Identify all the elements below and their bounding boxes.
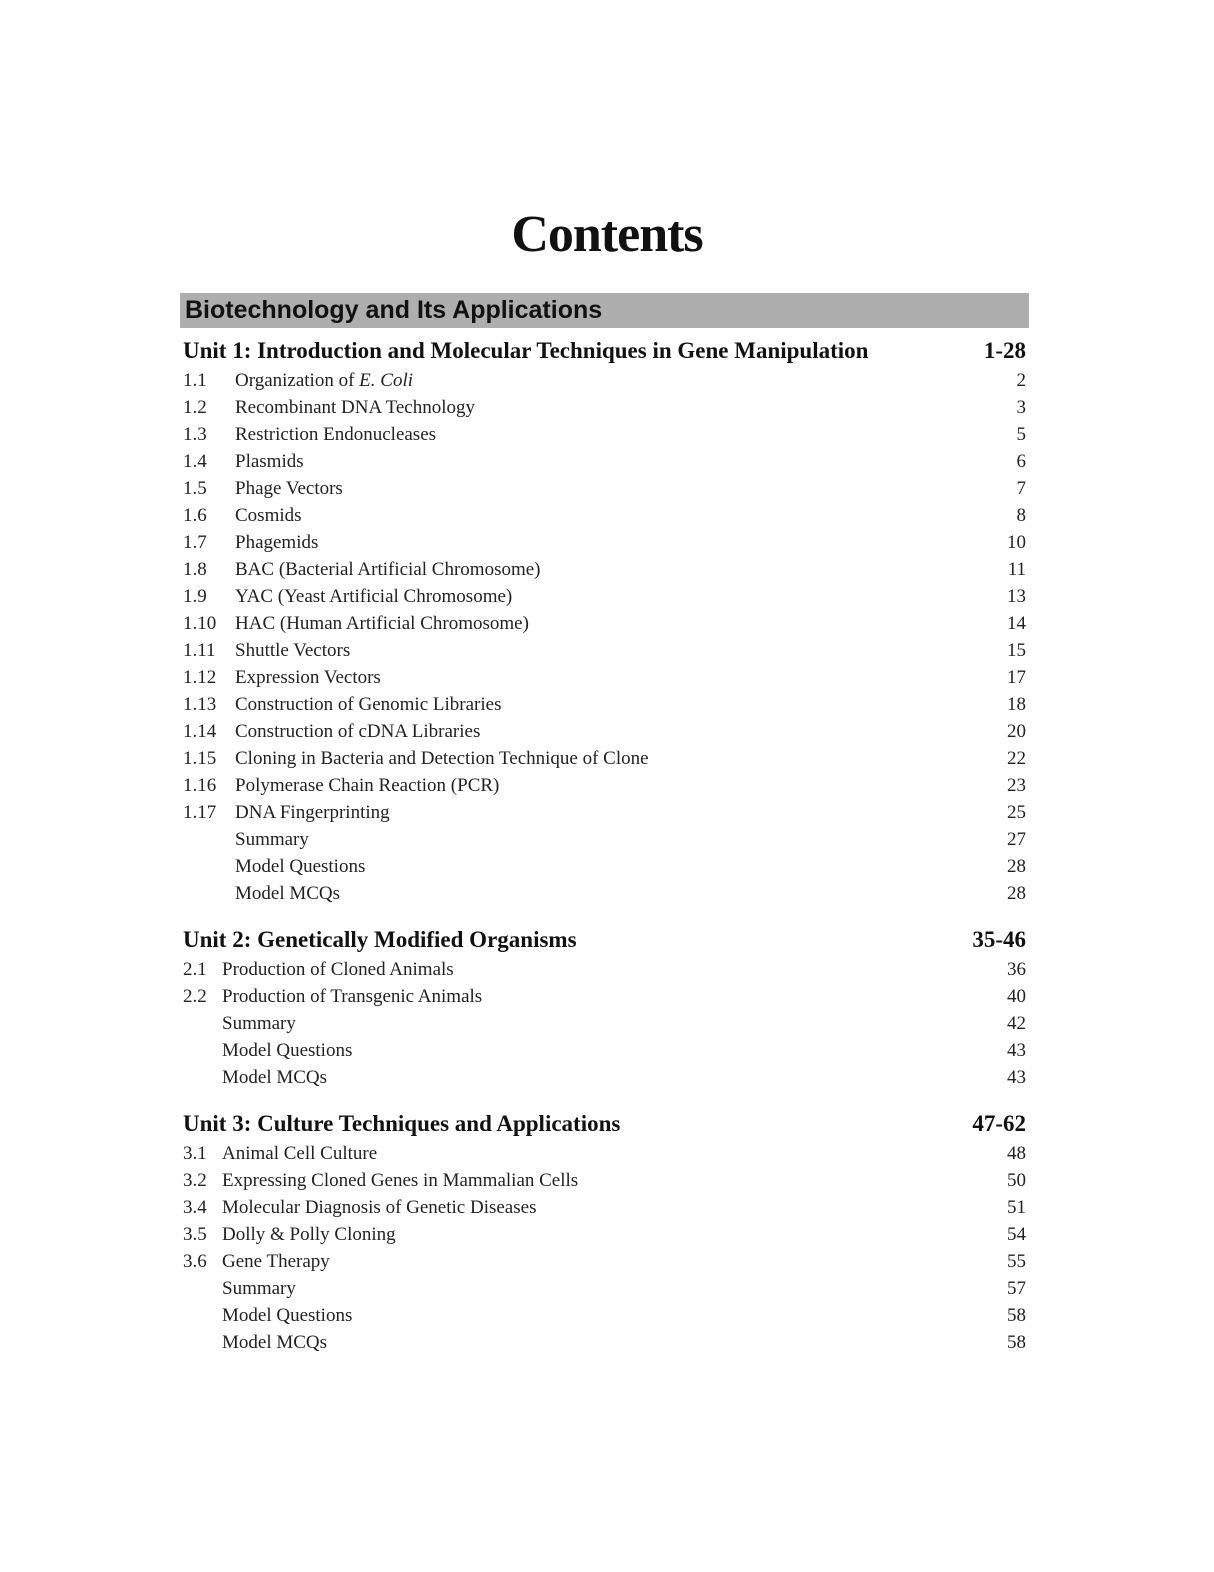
- entry-number: 3.4: [183, 1197, 207, 1218]
- entry-title: [222, 1037, 1007, 1064]
- toc-entry: [183, 1010, 1026, 1037]
- entry-number: 3.1: [183, 1143, 207, 1164]
- entry-title: [235, 853, 1007, 880]
- entry-title: [235, 394, 1017, 421]
- entry-page: 28: [1007, 856, 1026, 877]
- entry-number: 1.1: [183, 370, 207, 391]
- toc-entry: [183, 1329, 1026, 1356]
- entry-number: 1.10: [183, 613, 217, 634]
- entry-title: [222, 1064, 1007, 1091]
- entry-number: 3.2: [183, 1170, 207, 1191]
- entry-title-text: DNA Fingerprinting: [235, 802, 390, 823]
- toc-entry: [183, 610, 1026, 637]
- entry-page: 27: [1007, 829, 1026, 850]
- entry-title: [235, 475, 1017, 502]
- entry-number: 2.1: [183, 959, 207, 980]
- entry-page: 57: [1007, 1278, 1026, 1299]
- toc-entry: [183, 448, 1026, 475]
- entry-title: [222, 1010, 1007, 1037]
- entry-page: 25: [1007, 802, 1026, 823]
- toc-entry: [183, 1167, 1026, 1194]
- entry-title: [235, 529, 1007, 556]
- entry-title: [235, 556, 1008, 583]
- entry-title: [222, 1302, 1007, 1329]
- entry-number: 1.13: [183, 694, 217, 715]
- toc-entry: [183, 367, 1026, 394]
- entry-number: 1.12: [183, 667, 217, 688]
- entry-page: 11: [1007, 559, 1026, 580]
- entry-page: 10: [1007, 532, 1026, 553]
- entry-title-text: Construction of Genomic Libraries: [235, 694, 502, 715]
- toc-entry: [183, 421, 1026, 448]
- section-heading: Biotechnology and Its Applications: [180, 293, 1029, 328]
- table-of-contents: [183, 335, 1026, 1356]
- toc-entry: [183, 983, 1026, 1010]
- entry-page: 48: [1007, 1143, 1026, 1164]
- entry-number: 3.6: [183, 1251, 207, 1272]
- entry-number: 2.2: [183, 986, 207, 1007]
- entry-number: 3.5: [183, 1224, 207, 1245]
- toc-entry: [183, 1221, 1026, 1248]
- entry-title: [235, 448, 1017, 475]
- entry-title-text: Polymerase Chain Reaction (PCR): [235, 775, 500, 796]
- unit-title: Unit 3: Culture Techniques and Applications: [183, 1111, 621, 1136]
- entry-title-text: Gene Therapy: [222, 1251, 330, 1272]
- entry-title: [222, 1329, 1007, 1356]
- entry-title: [235, 421, 1017, 448]
- entry-page: 40: [1007, 986, 1026, 1007]
- entry-number: 1.3: [183, 424, 207, 445]
- toc-entry: [183, 772, 1026, 799]
- entry-number: 1.8: [183, 559, 207, 580]
- entry-title-text: Production of Transgenic Animals: [222, 986, 483, 1007]
- entry-title: [222, 983, 1007, 1010]
- entry-title: [235, 583, 1007, 610]
- entry-title: [235, 799, 1007, 826]
- toc-entry: [183, 1037, 1026, 1064]
- entry-title-text: Phagemids: [235, 532, 319, 553]
- entry-page: 6: [1016, 451, 1026, 472]
- entry-title-italic: E. Coli: [359, 370, 414, 391]
- toc-entry: [183, 502, 1026, 529]
- entry-page: 17: [1007, 667, 1026, 688]
- toc-entry: [183, 880, 1026, 907]
- toc-entry: [183, 556, 1026, 583]
- entry-title: [235, 610, 1007, 637]
- entry-title: [235, 745, 1007, 772]
- entry-title-text: Animal Cell Culture: [222, 1143, 378, 1164]
- entry-number: 1.15: [183, 748, 217, 769]
- toc-entry: [183, 718, 1026, 745]
- toc-unit: [183, 1108, 1026, 1356]
- entry-title-text: Model MCQs: [235, 883, 341, 904]
- entry-page: 42: [1007, 1013, 1026, 1034]
- entry-title-text: Shuttle Vectors: [235, 640, 351, 661]
- toc-entry: [183, 1302, 1026, 1329]
- entry-title: [235, 772, 1007, 799]
- entry-title: [222, 1275, 1007, 1302]
- unit-page-range: 1-28: [983, 338, 1026, 363]
- entry-title-text: Expressing Cloned Genes in Mammalian Cells: [222, 1170, 579, 1191]
- entry-number: 1.6: [183, 505, 207, 526]
- entry-page: 43: [1007, 1067, 1026, 1088]
- unit-page-range: 35-46: [972, 927, 1026, 952]
- entry-page: 22: [1007, 748, 1026, 769]
- entry-title: [222, 1248, 1007, 1275]
- entry-number: 1.5: [183, 478, 207, 499]
- entry-page: 28: [1007, 883, 1026, 904]
- entry-number: 1.9: [183, 586, 207, 607]
- toc-entry: [183, 956, 1026, 983]
- entry-page: 58: [1007, 1332, 1026, 1353]
- entry-title-text: Plasmids: [235, 451, 304, 472]
- entry-number: 1.7: [183, 532, 207, 553]
- entry-title: [235, 664, 1007, 691]
- toc-entry: [183, 583, 1026, 610]
- entry-page: 43: [1007, 1040, 1026, 1061]
- entry-page: 13: [1007, 586, 1026, 607]
- entry-page: 14: [1007, 613, 1026, 634]
- entry-title: [222, 1140, 1007, 1167]
- entry-title: [235, 691, 1007, 718]
- entry-title: [235, 502, 1017, 529]
- entry-title: [222, 1194, 1007, 1221]
- toc-entry: [183, 394, 1026, 421]
- entry-title-text: Cosmids: [235, 505, 302, 526]
- entry-page: 8: [1016, 505, 1026, 526]
- entry-title: [222, 1167, 1007, 1194]
- entry-title: [235, 826, 1007, 853]
- entry-title-text: Organization of: [235, 370, 360, 391]
- toc-entry: [183, 1064, 1026, 1091]
- toc-entry: [183, 826, 1026, 853]
- entry-title-text: BAC (Bacterial Artificial Chromosome): [235, 559, 541, 580]
- entry-title-text: Summary: [222, 1013, 296, 1034]
- entry-page: 36: [1007, 959, 1026, 980]
- entry-title-text: Dolly & Polly Cloning: [222, 1224, 396, 1245]
- entry-page: 50: [1007, 1170, 1026, 1191]
- unit-heading: [183, 924, 1026, 956]
- entry-page: 55: [1007, 1251, 1026, 1272]
- toc-entry: [183, 1140, 1026, 1167]
- entry-title-text: Molecular Diagnosis of Genetic Diseases: [222, 1197, 537, 1218]
- toc-entry: [183, 1248, 1026, 1275]
- unit-heading: [183, 335, 1026, 367]
- entry-title-text: Restriction Endonucleases: [235, 424, 437, 445]
- entry-title-text: HAC (Human Artificial Chromosome): [235, 613, 529, 634]
- entry-page: 54: [1007, 1224, 1026, 1245]
- entry-title: [235, 718, 1007, 745]
- entry-title: [235, 637, 1007, 664]
- entry-page: 3: [1016, 397, 1026, 418]
- entry-title-text: YAC (Yeast Artificial Chromosome): [235, 586, 513, 607]
- entry-title-text: Model Questions: [222, 1305, 353, 1326]
- unit-title: Unit 2: Genetically Modified Organisms: [183, 927, 577, 952]
- entry-title: [222, 1221, 1007, 1248]
- toc-unit: [183, 924, 1026, 1091]
- entry-page: 58: [1007, 1305, 1026, 1326]
- entry-title: [235, 367, 1017, 394]
- page-title: Contents: [511, 206, 703, 263]
- toc-unit: [183, 335, 1026, 907]
- toc-entry: [183, 691, 1026, 718]
- entry-title-text: Summary: [222, 1278, 296, 1299]
- entry-page: 23: [1007, 775, 1026, 796]
- entry-number: 1.17: [183, 802, 217, 823]
- entry-title-text: Summary: [235, 829, 309, 850]
- entry-title-text: Expression Vectors: [235, 667, 381, 688]
- entry-title-text: Model MCQs: [222, 1067, 328, 1088]
- toc-entry: [183, 853, 1026, 880]
- entry-title-text: Production of Cloned Animals: [222, 959, 454, 980]
- entry-title-text: Model MCQs: [222, 1332, 328, 1353]
- entry-page: 7: [1016, 478, 1026, 499]
- entry-title: [222, 956, 1007, 983]
- toc-entry: [183, 637, 1026, 664]
- toc-entry: [183, 475, 1026, 502]
- entry-page: 51: [1007, 1197, 1026, 1218]
- toc-entry: [183, 529, 1026, 556]
- entry-title-text: Cloning in Bacteria and Detection Technique of Clone: [235, 748, 649, 769]
- unit-title: Unit 1: Introduction and Molecular Techniques in Gene Manipulation: [183, 338, 869, 363]
- toc-entry: [183, 1275, 1026, 1302]
- unit-page-range: 47-62: [972, 1111, 1026, 1136]
- toc-entry: [183, 1194, 1026, 1221]
- entry-page: 18: [1007, 694, 1026, 715]
- entry-page: 2: [1016, 370, 1026, 391]
- entry-page: 15: [1007, 640, 1026, 661]
- entry-title-text: Recombinant DNA Technology: [235, 397, 476, 418]
- entry-page: 5: [1016, 424, 1026, 445]
- entry-page: 20: [1007, 721, 1026, 742]
- unit-heading: [183, 1108, 1026, 1140]
- entry-number: 1.14: [183, 721, 217, 742]
- entry-number: 1.11: [183, 640, 216, 661]
- toc-entry: [183, 799, 1026, 826]
- entry-title-text: Phage Vectors: [235, 478, 343, 499]
- entry-title-text: Model Questions: [235, 856, 366, 877]
- entry-number: 1.2: [183, 397, 207, 418]
- entry-title-text: Model Questions: [222, 1040, 353, 1061]
- entry-title: [235, 880, 1007, 907]
- toc-entry: [183, 745, 1026, 772]
- toc-entry: [183, 664, 1026, 691]
- entry-number: 1.4: [183, 451, 207, 472]
- entry-number: 1.16: [183, 775, 217, 796]
- entry-title-text: Construction of cDNA Libraries: [235, 721, 481, 742]
